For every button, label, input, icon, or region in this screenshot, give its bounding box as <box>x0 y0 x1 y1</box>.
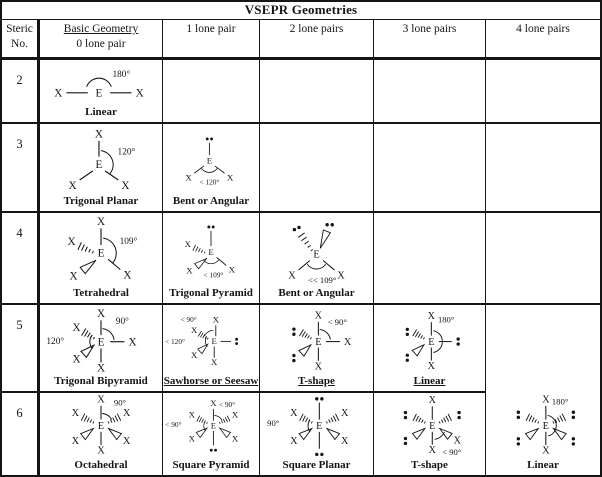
atom-label: X <box>123 269 132 282</box>
angle-arc <box>214 415 222 420</box>
hash-wedge-bond <box>300 414 313 424</box>
angle-label: < 90° <box>327 317 347 328</box>
molecule-diagram <box>260 213 373 287</box>
atom-label: X <box>428 445 436 457</box>
geometry-caption: Sawhorse or Seesaw <box>163 375 259 388</box>
angle-label: < 90° <box>165 419 182 429</box>
table-header <box>2 20 600 60</box>
empty-cell <box>374 124 486 213</box>
table-row <box>2 213 600 305</box>
hash-wedge-bond <box>108 414 121 424</box>
atom-label: E <box>206 155 213 166</box>
molecule-diagram <box>40 213 162 287</box>
molecule-diagram <box>374 393 485 459</box>
geometry-cell <box>40 213 163 305</box>
solid-wedge-bond <box>81 345 94 357</box>
hash-wedge-bond <box>298 233 312 251</box>
lone-pair-dots <box>235 338 238 345</box>
atom-label: E <box>97 247 105 260</box>
steric-number: 6 <box>2 393 40 475</box>
atom-label: E <box>429 420 436 432</box>
bond-line <box>217 257 227 265</box>
atom-label: X <box>71 407 80 419</box>
atom-label: X <box>231 433 239 444</box>
atom-label: X <box>231 409 239 420</box>
hash-wedge-bond <box>197 416 208 424</box>
empty-cell <box>260 60 374 124</box>
angle-label: < 90° <box>180 314 197 324</box>
geometry-cell <box>40 60 163 124</box>
atom-label: X <box>122 407 131 419</box>
lone-pair-dots <box>404 411 407 419</box>
hash-wedge-bond <box>81 414 94 424</box>
atom-label: X <box>337 270 345 282</box>
atom-label: X <box>191 349 198 360</box>
angle-label: 180° <box>438 314 455 325</box>
geometry-caption: Tetrahedral <box>73 287 129 300</box>
molecule-diagram <box>260 305 373 375</box>
molecule-diagram <box>163 393 259 459</box>
solid-wedge-bond <box>81 429 94 440</box>
atom-label: X <box>427 360 436 372</box>
table-body <box>2 60 600 475</box>
geometry-caption: Octahedral <box>74 459 128 472</box>
lone-pair-dots <box>572 437 575 446</box>
angle-arc <box>202 168 218 172</box>
atom-label: X <box>210 398 217 409</box>
hash-wedge-bond <box>553 414 566 424</box>
hash-wedge-bond <box>413 414 425 423</box>
solid-wedge-bond <box>109 429 122 440</box>
atom-label: X <box>96 215 106 228</box>
hash-wedge-bond <box>78 242 93 253</box>
lone-pair-dots <box>517 411 520 420</box>
angle-arc <box>102 413 112 419</box>
molecule-diagram <box>40 124 162 195</box>
molecule-diagram <box>163 305 259 375</box>
atom-label: X <box>186 265 193 276</box>
angle-label: < 90° <box>218 399 236 409</box>
table-row <box>2 305 600 393</box>
atom-label: E <box>428 336 435 348</box>
table-row <box>2 393 600 475</box>
angle-label: << 109° <box>307 275 337 286</box>
atom-label: X <box>67 236 76 249</box>
angle-arc <box>87 78 112 87</box>
atom-label: X <box>121 180 130 193</box>
bond-line <box>105 171 118 180</box>
geometry-cell <box>163 213 260 305</box>
steric-number: 5 <box>2 305 40 393</box>
molecule-diagram <box>163 213 259 287</box>
atom-label: X <box>542 445 550 457</box>
lone-pair-dots <box>404 437 407 445</box>
atom-label: X <box>188 409 195 420</box>
molecule-diagram <box>163 124 259 195</box>
empty-cell <box>486 213 600 305</box>
atom-label: X <box>341 407 349 419</box>
geometry-cell <box>40 124 163 213</box>
atom-label: X <box>228 264 235 275</box>
empty-cell <box>163 60 260 124</box>
geometry-caption: Bent or Angular <box>278 287 355 300</box>
header-label: Steric <box>6 23 33 35</box>
atom-label: X <box>185 172 192 183</box>
lone-pair-dots <box>210 449 217 452</box>
hash-wedge-bond <box>439 414 451 423</box>
geometry-cell <box>260 393 374 475</box>
bond-line <box>80 171 93 180</box>
lone-pair-dots <box>517 437 520 446</box>
atom-label: X <box>54 87 63 100</box>
atom-label: E <box>208 246 214 257</box>
solid-wedge-bond <box>80 260 96 273</box>
header-label: 2 lone pairs <box>289 23 344 35</box>
lone-pair-dots <box>315 453 323 456</box>
atom-label: X <box>227 172 234 183</box>
solid-wedge-bond <box>196 428 207 437</box>
atom-label: E <box>313 249 320 261</box>
atom-label: X <box>288 270 296 282</box>
header-basic-geometry <box>40 20 163 57</box>
atom-label: X <box>188 433 195 444</box>
geometry-caption: Trigonal Bipyramid <box>54 375 148 388</box>
molecule-diagram <box>40 60 162 106</box>
solid-wedge-bond <box>526 429 539 440</box>
atom-label: E <box>97 421 105 433</box>
lone-pair-dots <box>293 226 301 232</box>
lone-pair-dots <box>292 354 295 362</box>
atom-label: X <box>453 435 461 447</box>
angle-arc <box>101 151 113 174</box>
atom-label: X <box>290 436 298 448</box>
angle-arc <box>103 238 116 263</box>
lone-pair-dots <box>315 397 323 400</box>
atom-label: X <box>211 356 218 367</box>
hash-wedge-bond <box>219 416 230 424</box>
geometry-caption: T-shape <box>298 375 335 388</box>
solid-wedge-bond <box>412 428 424 439</box>
geometry-caption: Bent or Angular <box>172 195 250 208</box>
geometry-cell <box>40 305 163 393</box>
hash-wedge-bond <box>299 329 311 339</box>
atom-label: X <box>94 128 104 141</box>
geometry-cell <box>40 393 163 475</box>
angle-label: 90° <box>267 418 280 429</box>
geometry-cell <box>260 213 374 305</box>
atom-label: X <box>68 180 77 193</box>
atom-label: X <box>314 361 323 373</box>
atom-label: E <box>95 158 103 171</box>
angle-label: 120° <box>117 147 136 158</box>
solid-wedge-bond <box>440 428 452 439</box>
atom-label: X <box>314 310 323 322</box>
lone-pair-dots <box>457 337 460 345</box>
table-row <box>2 124 600 213</box>
header-4-lone-pairs <box>486 20 600 57</box>
header-label: 3 lone pairs <box>402 23 457 35</box>
atom-label: X <box>97 445 105 457</box>
molecule-diagram <box>374 305 485 375</box>
header-label: 1 lone pair <box>186 23 236 35</box>
atom-label: X <box>135 87 144 100</box>
molecule-diagram <box>486 393 600 459</box>
atom-label: X <box>69 270 78 283</box>
atom-label: X <box>341 436 349 448</box>
empty-cell <box>486 60 600 124</box>
molecule-diagram <box>260 393 373 459</box>
atom-label: E <box>316 421 323 433</box>
geometry-caption: Linear <box>85 106 117 119</box>
atom-label: E <box>211 336 217 347</box>
geometry-cell <box>486 393 600 475</box>
angle-label: < 90° <box>442 446 462 457</box>
molecule-diagram <box>40 305 162 375</box>
angle-label: < 120° <box>165 337 185 347</box>
atom-label: X <box>184 238 191 249</box>
steric-number: 4 <box>2 213 40 305</box>
empty-cell <box>374 60 486 124</box>
atom-label: X <box>128 336 137 349</box>
table-row <box>2 60 600 124</box>
lone-pair-dots <box>457 411 460 419</box>
empty-cell <box>374 213 486 305</box>
atom-label: X <box>72 353 81 366</box>
geometry-caption: Trigonal Pyramid <box>169 287 253 300</box>
molecule-diagram <box>40 393 162 459</box>
atom-label: X <box>191 324 198 335</box>
steric-number: 2 <box>2 60 40 124</box>
hash-wedge-bond <box>413 330 425 340</box>
angle-label: 90° <box>113 397 127 408</box>
atom-label: X <box>212 314 219 325</box>
steric-number: 3 <box>2 124 40 213</box>
empty-cell <box>260 124 374 213</box>
angle-label: 120° <box>46 337 65 348</box>
geometry-cell <box>163 305 260 393</box>
lone-pair-dots <box>207 226 214 229</box>
atom-label: E <box>315 336 322 348</box>
geometry-caption: Linear <box>413 375 446 388</box>
atom-label: X <box>72 322 81 335</box>
atom-label: X <box>96 362 106 375</box>
geometry-caption: Linear <box>527 459 559 472</box>
angle-arc <box>307 264 325 269</box>
angle-label: 109° <box>119 237 138 248</box>
hash-wedge-bond <box>193 245 205 254</box>
angle-label: 90° <box>115 316 129 327</box>
angle-label: < 120° <box>199 177 220 187</box>
header-1-lone-pair <box>163 20 260 57</box>
header-3-lone-pairs <box>374 20 486 57</box>
atom-label: X <box>97 394 105 406</box>
geometry-caption: T-shape <box>411 459 448 472</box>
geometry-cell <box>163 393 260 475</box>
header-2-lone-pairs <box>260 20 374 57</box>
atom-label: X <box>71 436 80 448</box>
solid-wedge-bond <box>327 429 340 440</box>
geometry-caption: Square Pyramid <box>172 459 250 472</box>
lone-pair-dots <box>292 327 295 335</box>
lone-pair-dots <box>572 411 575 420</box>
angle-label: < 109° <box>203 270 224 280</box>
lone-pair-dots <box>406 328 409 336</box>
geometry-caption: Square Planar <box>282 459 351 472</box>
geometry-cell <box>163 124 260 213</box>
atom-label: X <box>96 307 106 320</box>
lone-pair-dots <box>325 223 333 226</box>
angle-arc <box>205 330 214 336</box>
solid-wedge-bond <box>320 230 330 248</box>
lone-pair-dots <box>206 137 213 140</box>
header-label: Basic Geometry <box>63 23 139 35</box>
atom-label: E <box>97 336 105 349</box>
table-title: VSEPR Geometries <box>2 2 600 20</box>
solid-wedge-bond <box>195 258 207 269</box>
header-steric-no <box>2 20 40 57</box>
hash-wedge-bond <box>526 414 539 424</box>
atom-label: E <box>542 421 550 433</box>
hash-wedge-bond <box>326 414 339 424</box>
geometry-caption: Trigonal Planar <box>63 195 139 208</box>
header-label: 4 lone pairs <box>516 23 570 35</box>
empty-cell <box>486 124 600 213</box>
header-label: 0 lone pair <box>76 37 126 50</box>
atom-label: X <box>427 310 436 322</box>
solid-wedge-bond <box>299 429 312 440</box>
atom-label: X <box>122 436 131 448</box>
angle-label: 180° <box>112 70 131 81</box>
atom-label: E <box>95 87 103 100</box>
geometry-cell <box>374 393 486 475</box>
hash-wedge-bond <box>198 331 208 339</box>
geometry-cell <box>260 305 374 393</box>
geometry-cell <box>374 305 486 393</box>
hash-wedge-bond <box>82 328 95 339</box>
lone-pair-dots <box>406 354 409 362</box>
atom-label: X <box>343 336 352 348</box>
solid-wedge-bond <box>412 345 424 356</box>
atom-label: X <box>542 394 550 406</box>
atom-label: E <box>210 420 217 431</box>
angle-label: 180° <box>551 396 569 407</box>
solid-wedge-bond <box>299 345 311 356</box>
solid-wedge-bond <box>220 428 231 437</box>
header-label: No. <box>11 37 28 50</box>
atom-label: X <box>428 395 436 407</box>
atom-label: X <box>290 407 298 419</box>
